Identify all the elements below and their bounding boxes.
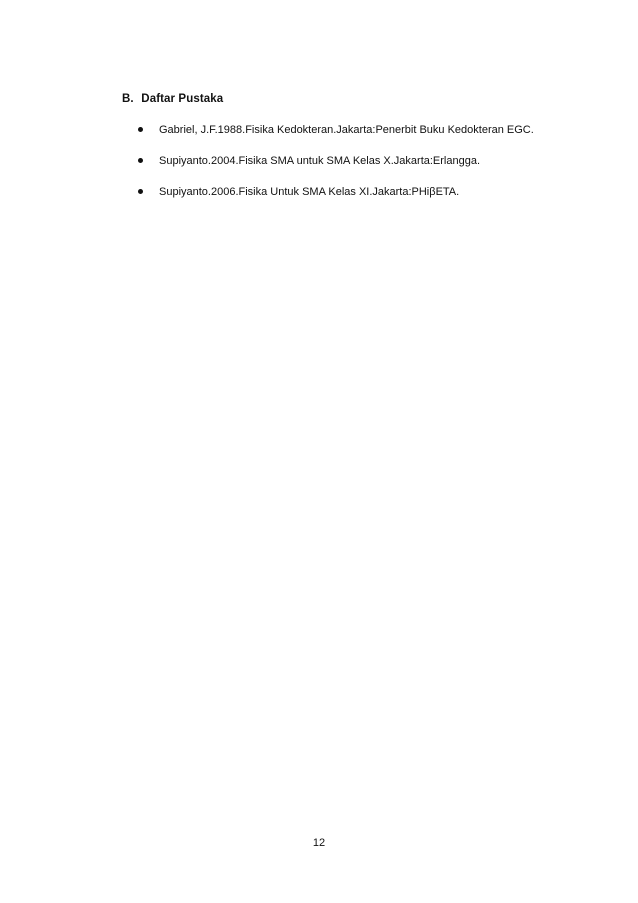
reference-item <box>138 154 534 185</box>
reference-text: Supiyanto.2006.Fisika Untuk SMA Kelas XI.Jakarta:PHiβETA. <box>159 186 460 198</box>
section-heading <box>122 93 223 105</box>
bullet-icon <box>138 158 143 163</box>
reference-text: Gabriel, J.F.1988.Fisika Kedokteran.Jakarta:Penerbit Buku Kedokteran EGC. <box>159 124 534 136</box>
page-number: 12 <box>312 837 326 849</box>
reference-item <box>138 123 534 154</box>
reference-text: Supiyanto.2004.Fisika SMA untuk SMA Kelas X.Jakarta:Erlangga. <box>159 155 481 167</box>
reference-list <box>138 123 534 216</box>
section-title: Daftar Pustaka <box>141 93 224 105</box>
bullet-icon <box>138 127 143 132</box>
section-number: B. <box>122 93 134 105</box>
reference-item <box>138 185 534 216</box>
bullet-icon <box>138 189 143 194</box>
